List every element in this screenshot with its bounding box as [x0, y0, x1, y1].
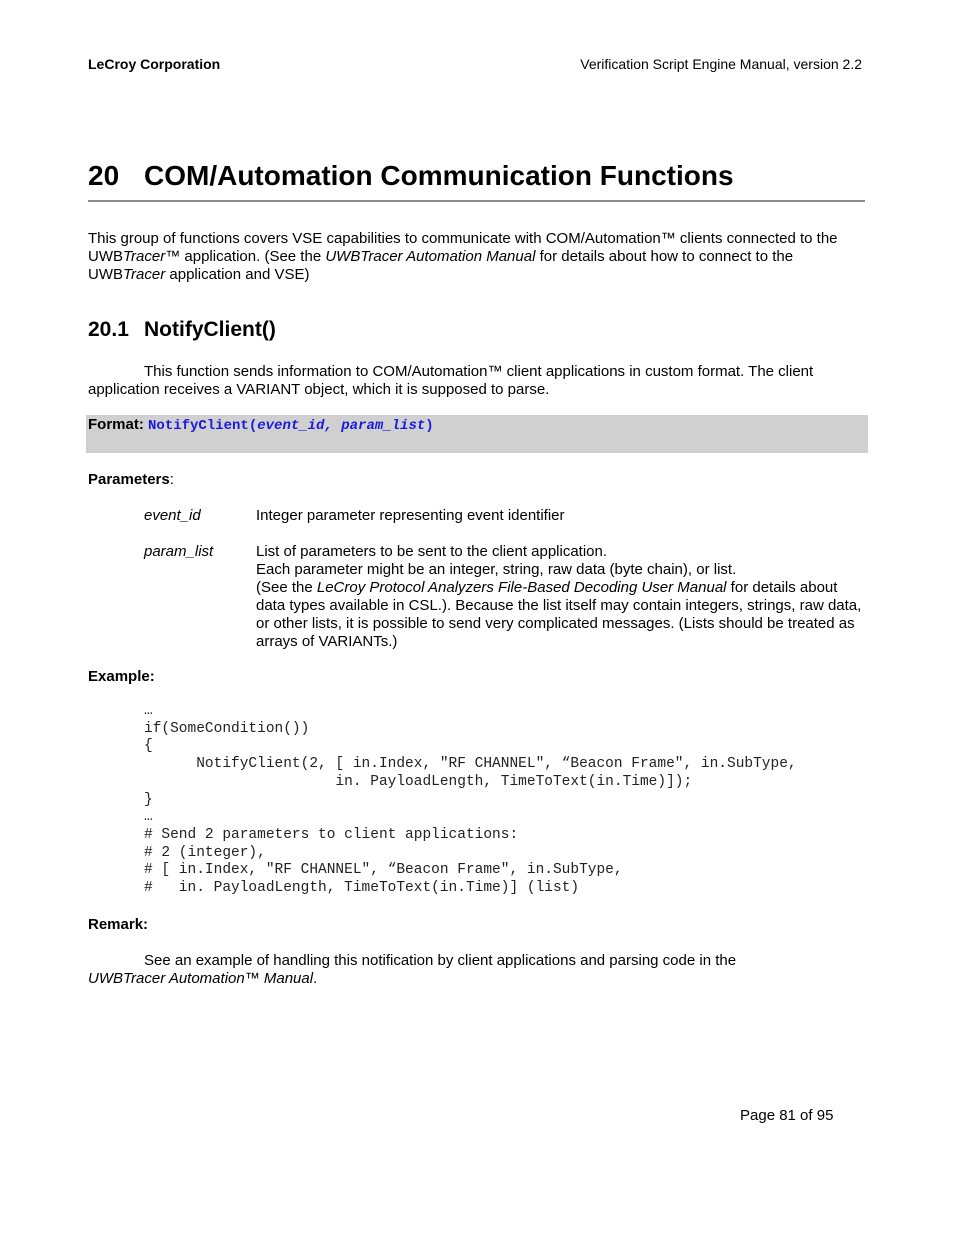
parameters-heading: Parameters: — [88, 471, 174, 488]
example-heading: Example: — [88, 668, 155, 685]
param-name-param-list: param_list — [144, 543, 214, 560]
param-name-event-id: event_id — [144, 507, 201, 524]
section-number: 20.1 — [88, 318, 129, 341]
chapter-title: COM/Automation Communication Functions — [144, 160, 734, 191]
param-desc-event-id: Integer parameter representing event identifier — [256, 507, 565, 524]
header-manual-title: Verification Script Engine Manual, version 2.2 — [580, 56, 862, 72]
section-heading — [88, 318, 276, 342]
remark-heading: Remark: — [88, 916, 149, 933]
format-box — [86, 415, 868, 453]
chapter-number: 20 — [88, 160, 120, 191]
section-description: This function sends information to COM/Automation™ client applications in custom format. The client application receives a VARIANT object, which it is supposed to parse. — [88, 363, 814, 398]
example-code: … if(SomeCondition()) { NotifyClient(2, [ in.Index, "RF CHANNEL", “Beacon Frame", in.SubType, in. PayloadLength, TimeToText(in.Time)]); } … # Send 2 parameters to client applications: # 2 (integer), # [ in.Index, "RF CHANNEL", “Beacon Frame", in.SubType, # in. PayloadLength, TimeToText(in.Time)] (list) — [144, 703, 797, 897]
section-title: NotifyClient() — [144, 318, 276, 341]
header-company: LeCroy Corporation — [88, 56, 221, 72]
format-signature: NotifyClient(event_id, param_list) — [148, 418, 434, 434]
format-label: Format: — [88, 416, 144, 433]
intro-paragraph: This group of functions covers VSE capabilities to communicate with COM/Automation™ clients connected to the UWBTracer™ application. (See the UWBTracer Automation Manual for details about how to connect to the UWBTracer application and VSE) — [88, 230, 838, 283]
chapter-heading — [88, 160, 865, 202]
remark-text: See an example of handling this notification by client applications and parsing code in the UWBTracer Automation™ Manual. — [88, 952, 737, 987]
page-number: Page 81 of 95 — [740, 1107, 834, 1124]
param-desc-param-list: List of parameters to be sent to the client application. Each parameter might be an integer, string, raw data (byte chain), or list. (See the LeCroy Protocol Analyzers File-Based Decoding User Manual for details about data types available in CSL.). Because the list itself may contain integers, strings, raw data, or other lists, it is possible to send very complicated messages. (Lists should be treated as arrays of VARIANTs.) — [256, 543, 862, 650]
